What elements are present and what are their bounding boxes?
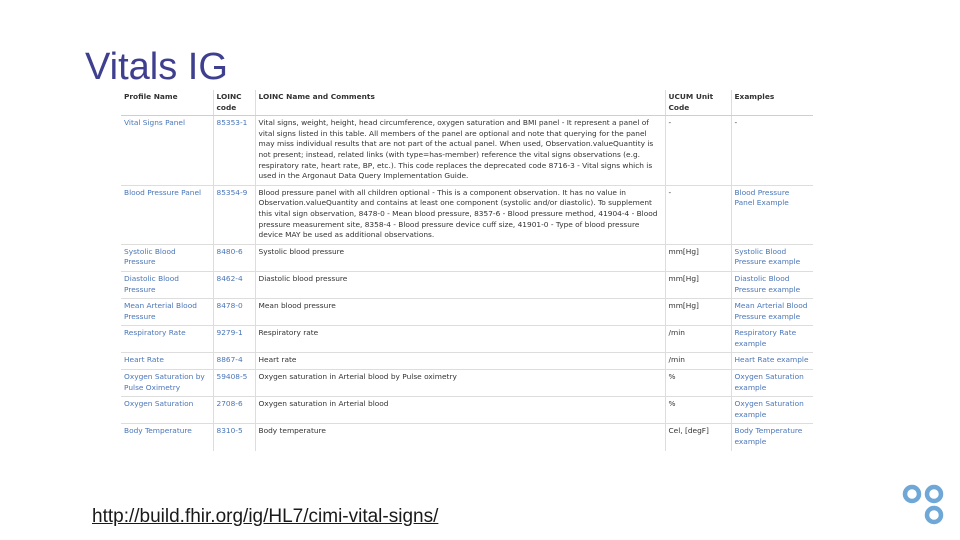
header-examples: Examples xyxy=(731,90,813,116)
loinc-code-link[interactable]: 85354-9 xyxy=(213,185,255,244)
unit-cell: - xyxy=(665,185,731,244)
example-link[interactable]: Blood Pressure Panel Example xyxy=(731,185,813,244)
header-ucum-unit: UCUM Unit Code xyxy=(665,90,731,116)
table-row xyxy=(121,116,813,186)
table-row xyxy=(121,244,813,271)
loinc-name-cell: Vital signs, weight, height, head circumference, oxygen saturation and BMI panel - It represent a panel of vital signs listed in this table. All members of the panel are optional and note that querying for the panel may miss individual results that are not part of the actual panel. When used, Observation.valueQuantity is not present; instead, related links (with type=has-member) reference the vital signs observations (e.g. respiratory rate, heart rate, BP, etc.). This code replaces the deprecated code 8716-3 - Vital signs which is used in the Argonaut Data Query Implementation Guide. xyxy=(255,116,665,186)
loinc-name-cell: Mean blood pressure xyxy=(255,299,665,326)
profile-link[interactable]: Blood Pressure Panel xyxy=(121,185,213,244)
table-header-row xyxy=(121,90,813,116)
slide-title: Vitals IG xyxy=(85,46,228,88)
loinc-name-cell: Heart rate xyxy=(255,353,665,370)
profile-link[interactable]: Diastolic Blood Pressure xyxy=(121,271,213,298)
table-row xyxy=(121,326,813,353)
header-profile-name: Profile Name xyxy=(121,90,213,116)
unit-cell: /min xyxy=(665,353,731,370)
header-loinc-name: LOINC Name and Comments xyxy=(255,90,665,116)
loinc-code-link[interactable]: 8478-0 xyxy=(213,299,255,326)
profile-link[interactable]: Oxygen Saturation by Pulse Oximetry xyxy=(121,370,213,397)
loinc-name-cell: Blood pressure panel with all children optional - This is a component observation. It has no value in Observation.valueQuantity and contains at least one component (systolic and/or diastolic). To supplement this vital sign observation, 8478-0 - Mean blood pressure, 8357-6 - Blood pressure method, 41904-4 - Blood pressure measurement site, 8358-4 - Blood pressure device cuff size, 41901-0 - Type of blood pressure device MAY be used as additional observations. xyxy=(255,185,665,244)
profile-link[interactable]: Oxygen Saturation xyxy=(121,397,213,424)
table-row xyxy=(121,185,813,244)
profile-link[interactable]: Respiratory Rate xyxy=(121,326,213,353)
loinc-code-link[interactable]: 85353-1 xyxy=(213,116,255,186)
loinc-code-link[interactable]: 2708-6 xyxy=(213,397,255,424)
unit-cell: /min xyxy=(665,326,731,353)
profile-link[interactable]: Body Temperature xyxy=(121,424,213,451)
table-row xyxy=(121,299,813,326)
source-url-link[interactable]: http://build.fhir.org/ig/HL7/cimi-vital-signs/ xyxy=(92,506,439,527)
profile-link[interactable]: Heart Rate xyxy=(121,353,213,370)
profile-link[interactable]: Systolic Blood Pressure xyxy=(121,244,213,271)
loinc-name-cell: Body temperature xyxy=(255,424,665,451)
table-row xyxy=(121,370,813,397)
vitals-table-container xyxy=(121,90,813,498)
example-link[interactable]: Mean Arterial Blood Pressure example xyxy=(731,299,813,326)
example-link[interactable]: Heart Rate example xyxy=(731,353,813,370)
example-link[interactable]: Systolic Blood Pressure example xyxy=(731,244,813,271)
loinc-code-link[interactable]: 59408-5 xyxy=(213,370,255,397)
unit-cell: % xyxy=(665,370,731,397)
loinc-code-link[interactable]: 9279-1 xyxy=(213,326,255,353)
profile-link[interactable]: Vital Signs Panel xyxy=(121,116,213,186)
loinc-code-link[interactable]: 8480-6 xyxy=(213,244,255,271)
example-link[interactable]: Respiratory Rate example xyxy=(731,326,813,353)
unit-cell: - xyxy=(665,116,731,186)
example-link[interactable]: Oxygen Saturation example xyxy=(731,397,813,424)
vitals-profiles-table xyxy=(121,90,813,451)
example-cell: - xyxy=(731,116,813,186)
unit-cell: Cel, [degF] xyxy=(665,424,731,451)
unit-cell: mm[Hg] xyxy=(665,244,731,271)
example-link[interactable]: Diastolic Blood Pressure example xyxy=(731,271,813,298)
table-row xyxy=(121,353,813,370)
example-link[interactable]: Body Temperature example xyxy=(731,424,813,451)
example-link[interactable]: Oxygen Saturation example xyxy=(731,370,813,397)
loinc-code-link[interactable]: 8867-4 xyxy=(213,353,255,370)
loinc-name-cell: Respiratory rate xyxy=(255,326,665,353)
loinc-name-cell: Oxygen saturation in Arterial blood by Pulse oximetry xyxy=(255,370,665,397)
profile-link[interactable]: Mean Arterial Blood Pressure xyxy=(121,299,213,326)
loinc-name-cell: Diastolic blood pressure xyxy=(255,271,665,298)
unit-cell: mm[Hg] xyxy=(665,299,731,326)
loinc-name-cell: Systolic blood pressure xyxy=(255,244,665,271)
unit-cell: % xyxy=(665,397,731,424)
table-row xyxy=(121,397,813,424)
four-circles-logo-icon xyxy=(901,484,945,528)
loinc-code-link[interactable]: 8462-4 xyxy=(213,271,255,298)
table-row xyxy=(121,424,813,451)
table-row xyxy=(121,271,813,298)
loinc-code-link[interactable]: 8310-5 xyxy=(213,424,255,451)
header-loinc-code: LOINC code xyxy=(213,90,255,116)
loinc-name-cell: Oxygen saturation in Arterial blood xyxy=(255,397,665,424)
unit-cell: mm[Hg] xyxy=(665,271,731,298)
